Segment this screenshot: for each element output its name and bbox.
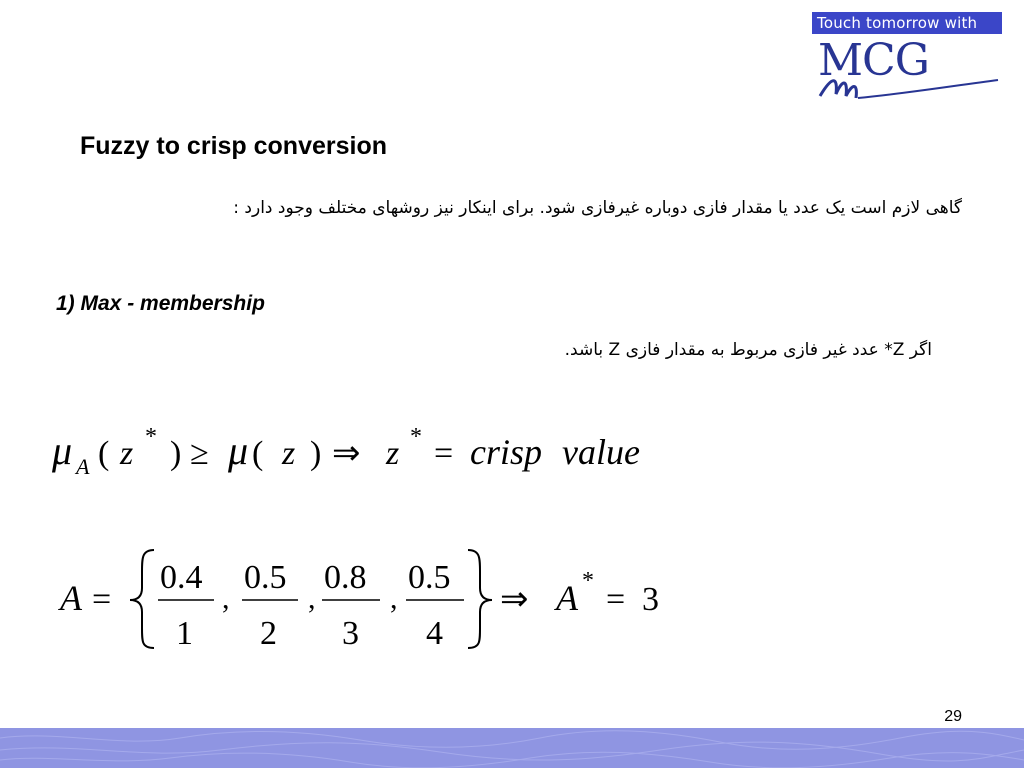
section-title: 1) Max - membership bbox=[56, 292, 265, 315]
f2-frac4-num: 0.5 bbox=[408, 559, 451, 596]
f2-frac2-den: 2 bbox=[260, 615, 277, 652]
f1-geq: ≥ bbox=[190, 435, 209, 472]
f2-result-star: * bbox=[582, 568, 594, 594]
f1-paren-close-1: ) bbox=[170, 435, 182, 472]
f1-star-1: * bbox=[145, 424, 157, 450]
slide-title: Fuzzy to crisp conversion bbox=[80, 132, 388, 160]
f2-frac4-den: 4 bbox=[426, 615, 443, 652]
f2-frac1-num: 0.4 bbox=[160, 559, 203, 596]
f1-z-3: z bbox=[386, 435, 400, 472]
f1-paren-open-2: ( bbox=[252, 435, 264, 472]
f1-implies: ⇒ bbox=[332, 435, 361, 472]
logo-mark bbox=[812, 36, 1002, 104]
f2-lhs: A bbox=[60, 578, 82, 618]
footer-band bbox=[0, 728, 1024, 768]
f1-sub-a: A bbox=[76, 454, 90, 479]
f2-comma3: , bbox=[390, 582, 398, 615]
f1-mu: μ bbox=[52, 428, 73, 473]
logo-tagline: Touch tomorrow with bbox=[812, 12, 1002, 34]
f2-frac2-num: 0.5 bbox=[244, 559, 287, 596]
formula-max-membership bbox=[52, 418, 692, 488]
intro-text-fa: گاهی لازم است یک عدد یا مقدار فازی دوباره غیرفازی شود. برای اینکار نیز روشهای مختلف وجود دارد : bbox=[233, 198, 962, 218]
f2-eq: = bbox=[92, 581, 112, 618]
logo-wordmark: MCG bbox=[818, 35, 929, 86]
f1-z-1: z bbox=[120, 435, 134, 472]
f2-frac3-num: 0.8 bbox=[324, 559, 367, 596]
logo-swoosh-icon bbox=[812, 36, 1002, 104]
f2-result-var: A bbox=[556, 578, 578, 618]
f2-frac3-den: 3 bbox=[342, 615, 359, 652]
f2-comma1: , bbox=[222, 582, 230, 615]
f2-comma2: , bbox=[308, 582, 316, 615]
mcg-logo bbox=[812, 12, 1002, 104]
f1-z-2: z bbox=[282, 435, 296, 472]
f1-paren-open-1: ( bbox=[98, 435, 110, 472]
f1-paren-close-2: ) bbox=[310, 435, 322, 472]
f2-implies: ⇒ bbox=[500, 581, 529, 618]
f2-result-eq: = bbox=[606, 581, 626, 618]
f2-left-brace bbox=[130, 550, 154, 648]
formula-example bbox=[58, 544, 698, 654]
f1-star-2: * bbox=[410, 424, 422, 450]
f1-crisp: crisp bbox=[470, 432, 542, 472]
page-number: 29 bbox=[944, 708, 962, 725]
footer-band-pattern bbox=[0, 728, 1024, 768]
f2-result-value: 3 bbox=[642, 581, 659, 618]
f1-mu-2: μ bbox=[228, 428, 249, 473]
f2-frac1-den: 1 bbox=[176, 615, 193, 652]
explanation-text-fa: اگر Z* عدد غیر فازی مربوط به مقدار فازی Z باشد. bbox=[564, 340, 932, 360]
f2-right-brace bbox=[468, 550, 492, 648]
f1-value: value bbox=[562, 432, 640, 472]
f1-eq: = bbox=[434, 435, 454, 472]
